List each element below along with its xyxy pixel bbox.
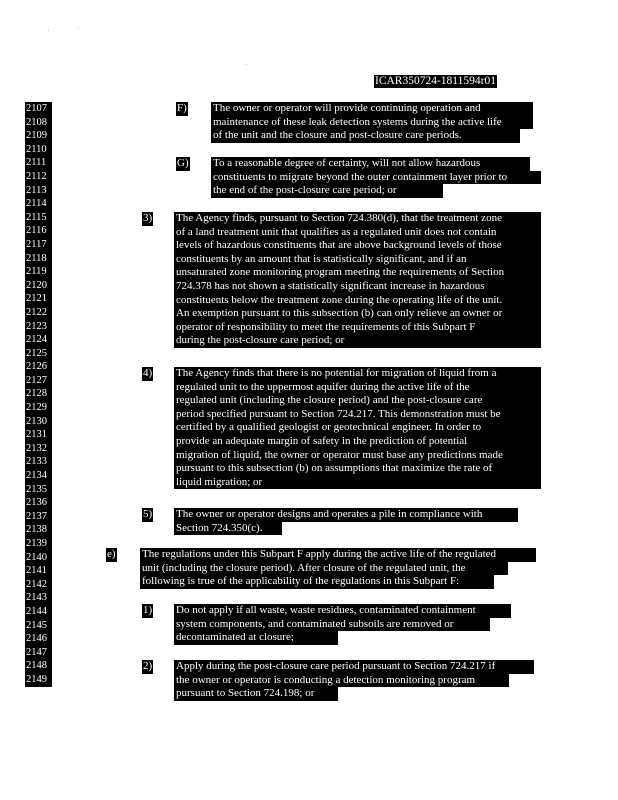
line-number: 2124 <box>26 334 47 346</box>
line-number: 2122 <box>26 306 47 318</box>
scan-speck <box>48 30 49 31</box>
line-number: 2143 <box>26 592 47 604</box>
line-number: 2125 <box>26 347 47 359</box>
text-line: system components, and contaminated subsoils are removed or <box>174 618 490 632</box>
paragraph-label-F: F) <box>177 102 187 114</box>
text-line: levels of hazardous constituents that are above background levels of those <box>174 239 541 253</box>
line-number: 2140 <box>26 551 47 563</box>
text-line: The Agency finds, pursuant to Section 724.380(d), that the treatment zone <box>174 212 541 226</box>
line-number: 2137 <box>26 510 47 522</box>
line-number: 2111 <box>26 157 47 169</box>
line-number: 2127 <box>26 374 47 386</box>
paragraph-F <box>211 102 533 143</box>
line-number: 2114 <box>26 198 47 210</box>
line-number: 2109 <box>26 130 47 142</box>
line-number: 2107 <box>26 103 47 114</box>
paragraph-label-G: G) <box>177 157 189 169</box>
line-number: 2136 <box>26 497 47 509</box>
line-number: 2145 <box>26 619 47 631</box>
paragraph-b4 <box>174 367 541 489</box>
line-number: 2119 <box>26 266 47 278</box>
paragraph-b5 <box>174 508 518 535</box>
text-line: the end of the post-closure care period; or <box>211 184 443 198</box>
line-number: 2128 <box>26 388 47 400</box>
text-line: provide an adequate margin of safety in the prediction of potential <box>174 435 541 449</box>
paragraph-label-5: 5) <box>143 508 153 520</box>
text-line: constituents to migrate beyond the outer containment layer prior to <box>211 171 541 185</box>
text-line: The Agency finds that there is no potential for migration of liquid from a <box>174 367 541 381</box>
text-line: The owner or operator will provide continuing operation and <box>211 102 533 116</box>
line-number-column <box>25 102 52 687</box>
text-line: pursuant to Section 724.198; or <box>174 687 338 701</box>
paragraph-b3 <box>174 212 541 348</box>
text-line: An exemption pursuant to this subsection (b) can only relieve an owner or <box>174 307 541 321</box>
line-number: 2132 <box>26 442 47 454</box>
paragraph-label-2: 2) <box>143 660 153 672</box>
line-number: 2147 <box>26 646 47 658</box>
text-line: pursuant to this subsection (b) on assumptions that maximize the rate of <box>174 462 541 476</box>
line-number: 2146 <box>26 633 47 645</box>
paragraph-G <box>211 157 541 198</box>
text-line: Section 724.350(c). <box>174 522 282 536</box>
line-number: 2120 <box>26 279 47 291</box>
paragraph-e2 <box>174 660 534 701</box>
paragraph-label-e: e) <box>107 548 116 560</box>
line-number: 2115 <box>26 211 47 223</box>
text-line: Apply during the post-closure care period pursuant to Section 724.217 if <box>174 660 534 674</box>
text-line: unsaturated zone monitoring program meeting the requirements of Section <box>174 266 541 280</box>
text-line: 724.378 has not shown a statistically significant increase in hazardous <box>174 280 541 294</box>
text-line: operator of responsibility to meet the requirements of this Subpart F <box>174 321 541 335</box>
line-number: 2133 <box>26 456 47 468</box>
text-line: To a reasonable degree of certainty, will not allow hazardous <box>211 157 530 171</box>
text-line: constituents by an amount that is statistically significant, and if an <box>174 253 541 267</box>
line-number: 2141 <box>26 565 47 577</box>
line-number: 2148 <box>26 660 47 672</box>
text-line: during the post-closure care period; or <box>174 334 541 348</box>
text-line: maintenance of these leak detection systems during the active life <box>211 116 533 130</box>
paragraph-label-3: 3) <box>143 212 153 224</box>
text-line: The owner or operator designs and operates a pile in compliance with <box>174 508 518 522</box>
line-number: 2149 <box>26 673 47 685</box>
text-line: certified by a qualified geologist or geotechnical engineer. In order to <box>174 421 541 435</box>
line-number: 2113 <box>26 184 47 196</box>
line-number: 2135 <box>26 483 47 495</box>
line-number: 2118 <box>26 252 47 264</box>
text-line: constituents below the treatment zone during the operating life of the unit. <box>174 294 541 308</box>
text-line: regulated unit (including the closure period) and the post-closure care <box>174 394 541 408</box>
line-number: 2126 <box>26 361 47 373</box>
scan-speck <box>246 64 247 65</box>
text-line: of a land treatment unit that qualifies as a regulated unit does not contain <box>174 226 541 240</box>
line-number: 2112 <box>26 170 47 182</box>
paragraph-e1 <box>174 604 511 645</box>
text-line: Do not apply if all waste, waste residues, contaminated containment <box>174 604 511 618</box>
text-line: decontaminated at closure; <box>174 631 338 645</box>
text-line: The regulations under this Subpart F apply during the active life of the regulated <box>140 548 536 562</box>
line-number: 2123 <box>26 320 47 332</box>
line-number: 2131 <box>26 429 47 441</box>
line-number: 2142 <box>26 578 47 590</box>
line-number: 2130 <box>26 415 47 427</box>
text-line: the owner or operator is conducting a detection monitoring program <box>174 674 509 688</box>
paragraph-label-4: 4) <box>143 367 153 379</box>
paragraph-label-1: 1) <box>143 604 153 616</box>
line-number: 2139 <box>26 538 47 549</box>
text-line: migration of liquid, the owner or operator must base any predictions made <box>174 449 541 463</box>
line-number: 2110 <box>26 143 47 155</box>
line-number: 2144 <box>26 605 47 617</box>
line-number: 2116 <box>26 225 47 237</box>
text-line: liquid migration; or <box>174 476 541 490</box>
text-line: following is true of the applicability of the regulations in this Subpart F: <box>140 575 494 589</box>
scan-speck <box>78 27 79 28</box>
paragraph-e <box>140 548 536 589</box>
line-number: 2108 <box>26 116 47 128</box>
line-number: 2129 <box>26 402 47 414</box>
line-number: 2134 <box>26 470 47 482</box>
line-number: 2121 <box>26 293 47 305</box>
text-line: unit (including the closure period). After closure of the regulated unit, the <box>140 562 508 576</box>
line-number: 2138 <box>26 524 47 536</box>
line-number: 2117 <box>26 238 47 250</box>
text-line: regulated unit to the uppermost aquifer during the active life of the <box>174 381 541 395</box>
text-line: of the unit and the closure and post-closure care periods. <box>211 129 520 143</box>
text-line: period specified pursuant to Section 724.217. This demonstration must be <box>174 408 541 422</box>
document-id: ICAR350724-1811594r01 <box>375 75 496 87</box>
